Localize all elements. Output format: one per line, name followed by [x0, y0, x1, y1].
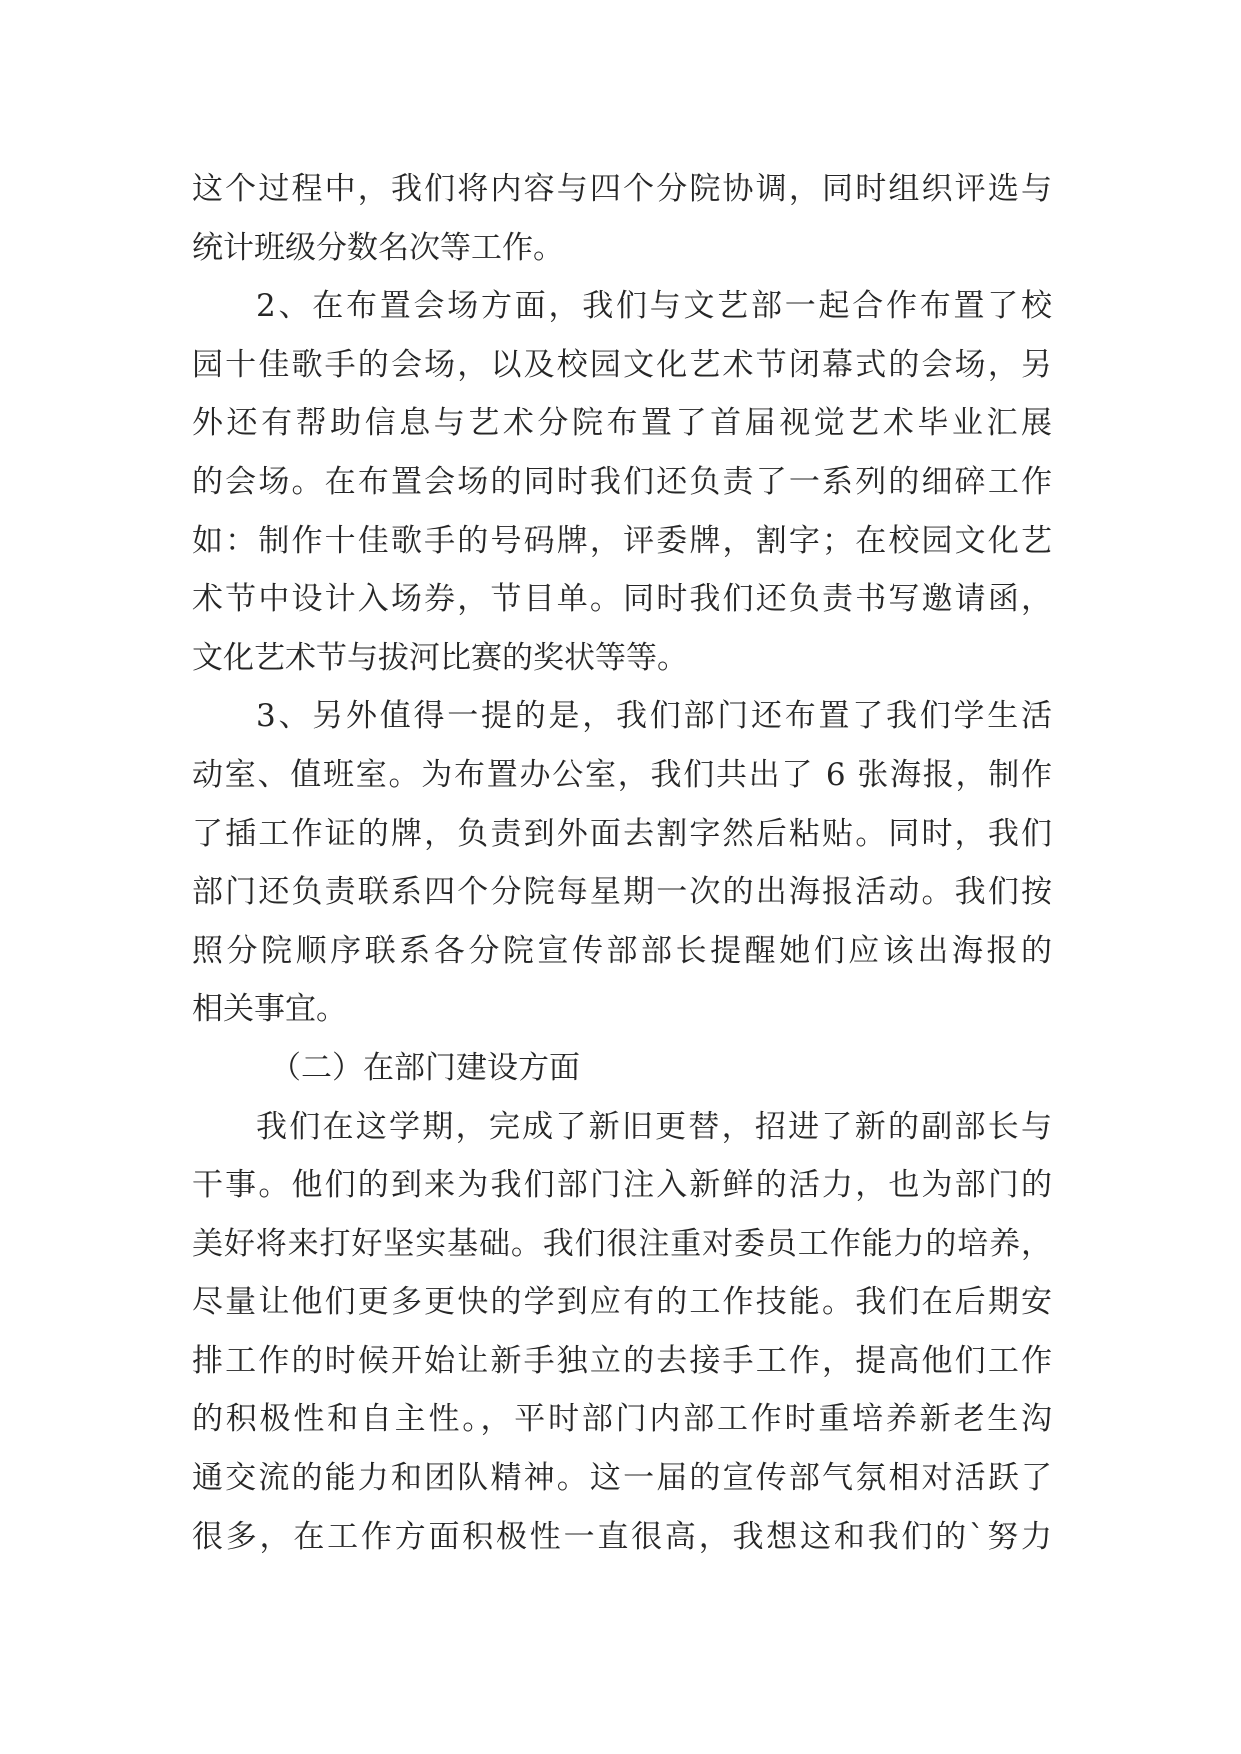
body-line: 园十佳歌手的会场，以及校园文化艺术节闭幕式的会场，另	[192, 346, 1052, 383]
body-line: 术节中设计入场券，节目单。同时我们还负责书写邀请函，	[192, 581, 1052, 618]
body-line: 美好将来打好坚实基础。我们很注重对委员工作能力的培养，	[192, 1225, 1052, 1262]
body-line: 很多，在工作方面积极性一直很高，我想这和我们的`努力	[192, 1518, 1052, 1555]
body-line: 照分院顺序联系各分院宣传部部长提醒她们应该出海报的	[192, 932, 1052, 969]
paragraph-start-line: 2、在布置会场方面，我们与文艺部一起合作布置了校	[256, 288, 1052, 325]
body-line: 这个过程中，我们将内容与四个分院协调，同时组织评选与	[192, 171, 1052, 207]
body-line: 如：制作十佳歌手的号码牌，评委牌，割字；在校园文化艺	[192, 522, 1052, 559]
body-line: 相关事宜。	[192, 991, 347, 1028]
document-body	[192, 160, 1052, 1566]
body-line: 部门还负责联系四个分院每星期一次的出海报活动。我们按	[192, 874, 1052, 911]
body-line: 了插工作证的牌，负责到外面去割字然后粘贴。同时，我们	[192, 815, 1052, 852]
body-line: 排工作的时候开始让新手独立的去接手工作，提高他们工作	[192, 1342, 1052, 1379]
paragraph-start-line: 我们在这学期，完成了新旧更替，招进了新的副部长与	[256, 1108, 1052, 1145]
body-line: 通交流的能力和团队精神。这一届的宣传部气氛相对活跃了	[192, 1460, 1052, 1497]
paragraph-start-line: 3、另外值得一提的是，我们部门还布置了我们学生活	[256, 698, 1052, 735]
body-line: 动室、值班室。为布置办公室，我们共出了 6 张海报，制作	[192, 756, 1052, 793]
body-line: 外还有帮助信息与艺术分院布置了首届视觉艺术毕业汇展	[192, 405, 1052, 442]
body-line: 尽量让他们更多更快的学到应有的工作技能。我们在后期安	[192, 1284, 1052, 1321]
section-heading: （二）在部门建设方面	[270, 1049, 580, 1086]
body-line: 的积极性和自主性。，平时部门内部工作时重培养新老生沟	[192, 1401, 1052, 1438]
body-line: 文化艺术节与拔河比赛的奖状等等。	[192, 639, 688, 676]
body-line: 干事。他们的到来为我们部门注入新鲜的活力，也为部门的	[192, 1167, 1052, 1204]
body-line: 统计班级分数名次等工作。	[192, 229, 564, 266]
body-line: 的会场。在布置会场的同时我们还负责了一系列的细碎工作	[192, 463, 1052, 500]
